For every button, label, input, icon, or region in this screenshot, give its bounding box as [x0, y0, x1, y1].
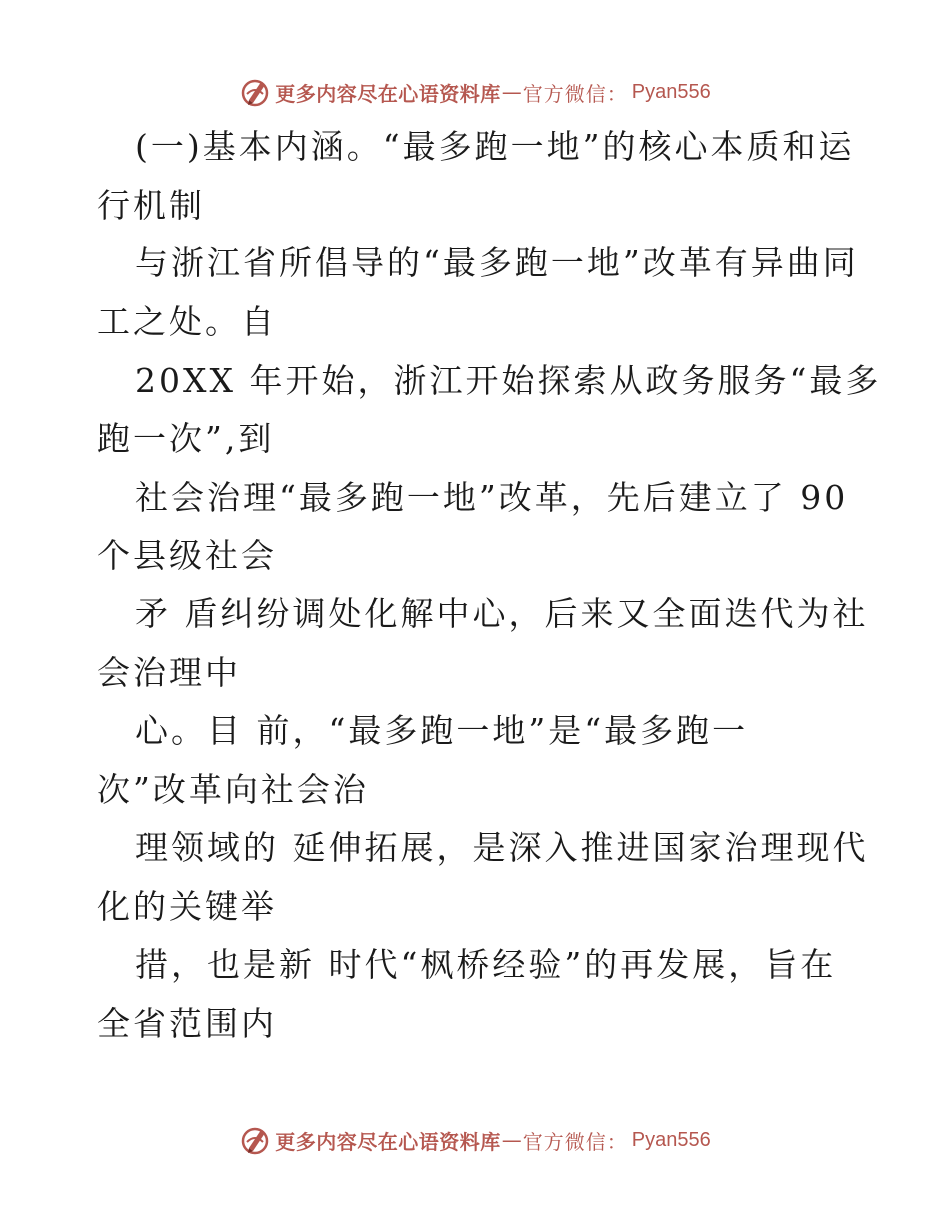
banner-dash: — — [501, 80, 522, 104]
wechat-handle: Pyan556 — [631, 80, 711, 103]
text-line: (一)基本内涵。“最多跑一地”的核心本质和运 — [135, 127, 855, 166]
text-line: 与浙江省所倡导的“最多跑一地”改革有异曲同 — [135, 243, 859, 282]
text-line: 会治理中 — [97, 653, 241, 692]
footer-banner — [0, 1120, 950, 1160]
text-line: 化的关键举 — [97, 887, 277, 926]
text-line: 全省范围内 — [97, 1004, 277, 1043]
pen-globe-logo-icon — [239, 1124, 271, 1156]
text-line: 跑一次”,到 — [97, 419, 275, 458]
wechat-handle: Pyan556 — [631, 1128, 711, 1151]
text-line: 矛 盾纠纷调处化解中心，后来又全面迭代为社 — [135, 594, 869, 633]
wechat-label: 官方微信： — [522, 81, 628, 106]
text-line: 心。目 前，“最多跑一地”是“最多跑一 — [135, 711, 749, 750]
text-line: 理领域的 延伸拓展，是深入推进国家治理现代 — [135, 828, 869, 867]
text-line: 20XX 年开始，浙江开始探索从政务服务“最多 — [135, 361, 882, 400]
text-line: 社会治理“最多跑一地”改革，先后建立了 90 — [135, 478, 849, 517]
wechat-label: 官方微信： — [522, 1129, 628, 1154]
brand-text: 更多内容尽在心语资料库 — [275, 1129, 501, 1154]
text-line: 行机制 — [97, 186, 205, 225]
brand-text: 更多内容尽在心语资料库 — [275, 81, 501, 106]
text-line: 个县级社会 — [97, 536, 277, 575]
text-line: 工之处。自 — [97, 302, 277, 341]
text-line: 措，也是新 时代“枫桥经验”的再发展，旨在 — [135, 945, 837, 984]
banner-dash: — — [501, 1128, 522, 1152]
text-line: 次”改革向社会治 — [97, 770, 369, 809]
